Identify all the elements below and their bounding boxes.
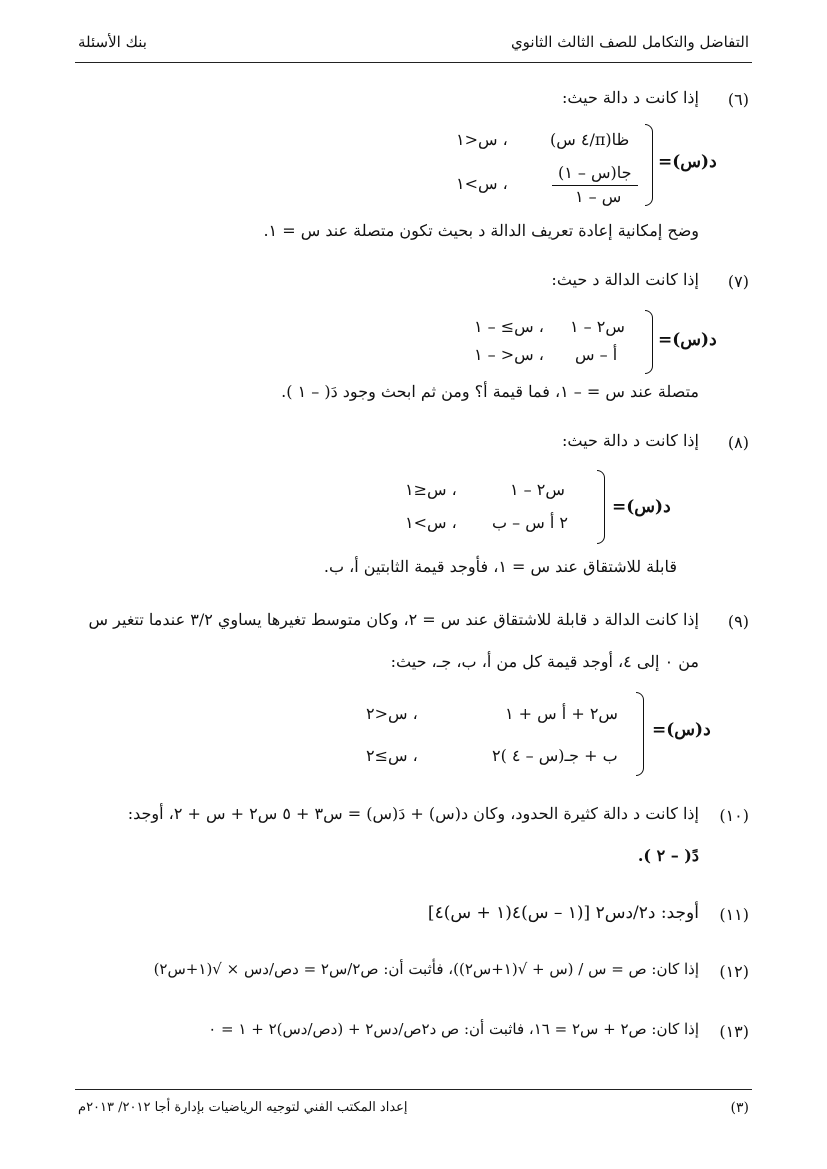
question-number: (٨) <box>727 433 749 452</box>
case-condition: ، س≤١ <box>405 480 457 499</box>
header-right: التفاضل والتكامل للصف الثالث الثانوي <box>510 33 749 51</box>
question-text: من ٠ إلى ٤، أوجد قيمة كل من أ، ب، جـ، حيث: <box>390 652 699 671</box>
question-text: إذا كانت د دالة كثيرة الحدود، وكان د(س) + دَ(س) = س٣ + ٥ س٢ + س + ٢، أوجد: <box>127 804 699 823</box>
question-number: (٦) <box>727 90 749 109</box>
case-expression: ٢ أ س – ب <box>492 513 568 532</box>
header-left: بنك الأسئلة <box>78 33 147 51</box>
question-text: قابلة للاشتقاق عند س = ١، فأوجد قيمة الثابتين أ، ب. <box>323 557 677 576</box>
header-rule <box>75 62 752 63</box>
fraction-numerator: جا(س – ١) <box>558 163 632 182</box>
question-text: إذا كان: ص = س / (س + √(١+س٢))، فأثبت أن: ص٢/س٢ = دص/دس × √(١+س٢) <box>153 960 699 978</box>
question-text: دً( – ٢ ). <box>637 846 699 865</box>
fraction-denominator: س – ١ <box>575 187 622 206</box>
question-number: (٧) <box>727 272 749 291</box>
case-condition: ، س< – ١ <box>474 345 544 364</box>
question-text: أوجد: د٢/دس٢ [(١ – س)٤(١ + س)٤] <box>427 903 699 923</box>
case-condition: ، س>١ <box>456 174 508 193</box>
question-stem: إذا كانت د دالة حيث: <box>562 88 699 107</box>
case-expression: س٢ – ١ <box>510 480 565 499</box>
question-number: (١٠) <box>719 806 749 825</box>
question-number: (١١) <box>719 905 749 924</box>
question-stem: إذا كانت د دالة حيث: <box>562 431 699 450</box>
fraction-bar <box>552 185 638 186</box>
question-text: إذا كان: ص٢ + س٢ = ١٦، فاثبت أن: ص د٢ص/دس٢ + (دص/دس)٢ + ١ = ٠ <box>208 1020 699 1038</box>
piecewise-brace <box>645 310 653 374</box>
case-condition: ، س≥٢ <box>366 746 418 765</box>
footer-rule <box>75 1089 752 1090</box>
question-number: (١٣) <box>719 1022 749 1041</box>
function-label: د(س)= <box>658 152 717 172</box>
question-text: وضح إمكانية إعادة تعريف الدالة د بحيث تكون متصلة عند س = ١. <box>263 221 699 240</box>
footer-left: إعداد المكتب الفني لتوجيه الرياضيات بإدارة أجا ٢٠١٢/ ٢٠١٣م <box>78 1100 408 1115</box>
case-condition: ، س>١ <box>405 513 457 532</box>
question-number: (١٢) <box>719 962 749 981</box>
case-expression: ظا(π/٤ س) <box>550 130 630 149</box>
case-expression: ب + جـ(س – ٤ )٢ <box>492 746 618 765</box>
piecewise-brace <box>597 470 605 544</box>
question-text: متصلة عند س = – ١، فما قيمة أ؟ ومن ثم ابحث وجود دَ( – ١ ). <box>281 382 699 401</box>
question-stem: إذا كانت الدالة د حيث: <box>551 270 699 289</box>
piecewise-brace <box>645 124 653 206</box>
case-condition: ، س<٢ <box>366 704 418 723</box>
piecewise-brace <box>636 692 644 776</box>
case-expression: س٢ – ١ <box>570 317 625 336</box>
page-number: (٣) <box>730 1100 749 1116</box>
case-expression: س٢ + أ س + ١ <box>505 704 618 723</box>
function-label: د(س)= <box>652 720 711 740</box>
function-label: د(س)= <box>658 330 717 350</box>
function-label: د(س)= <box>612 497 671 517</box>
case-expression: أ – س <box>575 345 618 364</box>
question-text: إذا كانت الدالة د قابلة للاشتقاق عند س = ٢، وكان متوسط تغيرها يساوي ٣/٢ عندما تتغير س <box>88 610 699 629</box>
question-number: (٩) <box>727 612 749 631</box>
case-condition: ، س≥ – ١ <box>474 317 544 336</box>
case-condition: ، س<١ <box>456 130 508 149</box>
